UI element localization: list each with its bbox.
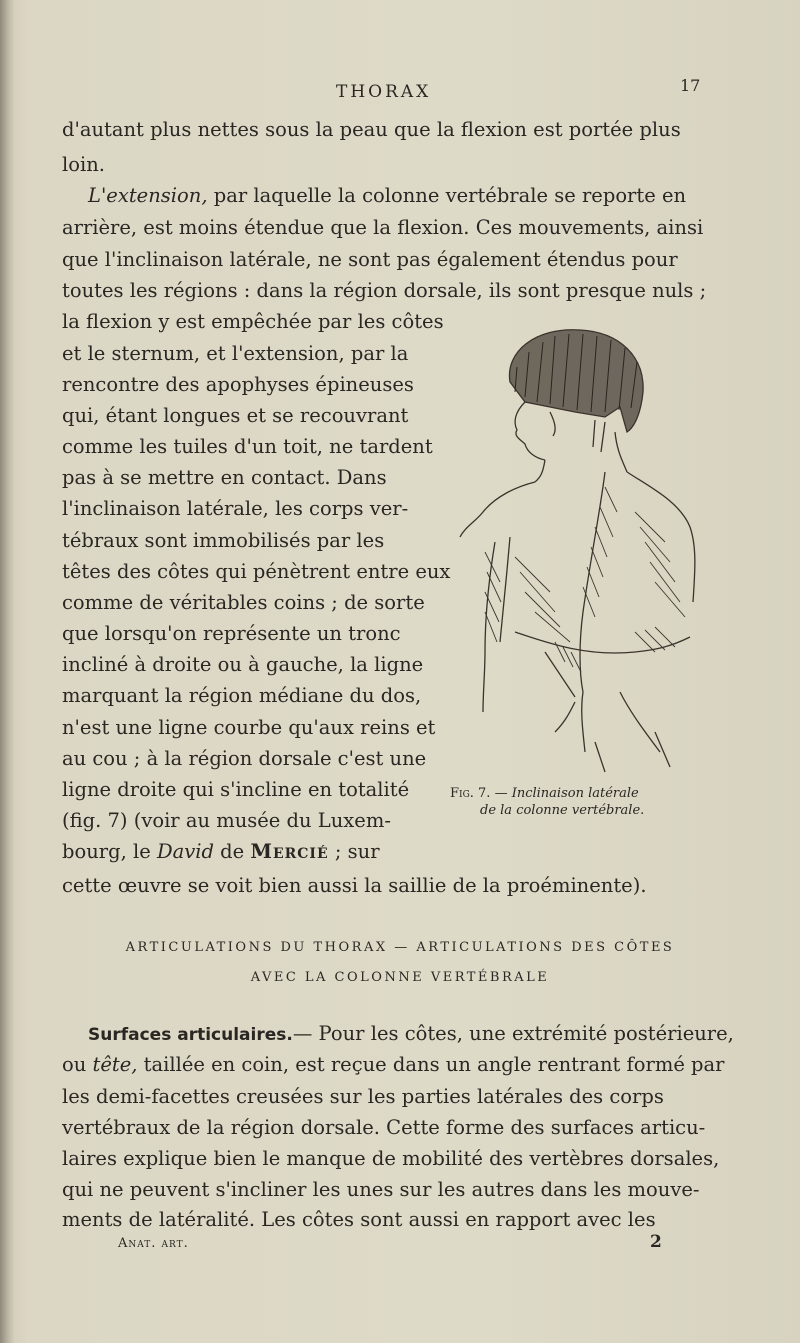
text-line: ou tête, taillée en coin, est reçue dans un angle rentrant formé par xyxy=(62,1053,725,1076)
text-line: les demi-facettes creusées sur les parties latérales des corps xyxy=(62,1085,664,1108)
text-line: rencontre des apophyses épineuses xyxy=(62,373,414,396)
text-line: que l'inclinaison latérale, ne sont pas également étendus pour xyxy=(62,248,678,271)
figure-illustration xyxy=(455,312,705,782)
text-line: ligne droite qui s'incline en totalité xyxy=(62,778,410,801)
running-head xyxy=(0,76,800,106)
signature-number: 2 xyxy=(650,1232,662,1252)
italic-lead: L'extension, xyxy=(88,184,208,207)
text-line: bourg, le David de Mercié ; sur xyxy=(62,840,380,863)
figure-label: Fig. 7. xyxy=(450,786,491,801)
text-line: incliné à droite ou à gauche, la ligne xyxy=(62,653,424,676)
italic-title: David xyxy=(156,840,214,863)
text-line: têtes des côtes qui pénètrent entre eux xyxy=(62,560,451,583)
caption-text: Inclinaison latérale xyxy=(511,786,639,801)
text-line: l'inclinaison latérale, les corps ver- xyxy=(62,497,409,520)
figure-caption: Fig. 7. — Inclinaison latérale de la colonne vertébrale. xyxy=(450,785,730,819)
caption-text-2: de la colonne vertébrale. xyxy=(480,803,645,818)
text-line: d'autant plus nettes sous la peau que la flexion est portée plus xyxy=(62,118,681,141)
section-heading: ARTICULATIONS DU THORAX — ARTICULATIONS DES CÔTES xyxy=(125,940,675,955)
text-line: que lorsqu'on représente un tronc xyxy=(62,622,401,645)
text-line: (fig. 7) (voir au musée du Luxem- xyxy=(62,809,391,832)
text-line: loin. xyxy=(62,153,105,176)
text-line: marquant la région médiane du dos, xyxy=(62,684,422,707)
text-line: tébraux sont immobilisés par les xyxy=(62,529,385,552)
text-line: au cou ; à la région dorsale c'est une xyxy=(62,747,427,770)
text-line: pas à se mettre en contact. Dans xyxy=(62,466,387,489)
signature-mark: Anat. art. xyxy=(118,1236,189,1251)
text-line: et le sternum, et l'extension, par la xyxy=(62,342,409,365)
text-line: comme les tuiles d'un toit, ne tardent xyxy=(62,435,433,458)
section-subheading: AVEC LA COLONNE VERTÉBRALE xyxy=(250,970,550,985)
text-line: cette œuvre se voit bien aussi la saillie de la proéminente). xyxy=(62,874,647,897)
torso-sketch xyxy=(455,312,705,782)
text-line: n'est une ligne courbe qu'aux reins et xyxy=(62,716,436,739)
text-line: qui, étant longues et se recouvrant xyxy=(62,404,409,427)
text-line: Surfaces articulaires.— Pour les côtes, une extrémité postérieure, xyxy=(88,1022,734,1045)
text-line: vertébraux de la région dorsale. Cette forme des surfaces articu- xyxy=(62,1116,706,1139)
sculptor-name: Mercié xyxy=(250,840,329,863)
running-title: THORAX xyxy=(336,82,432,102)
text-line: qui ne peuvent s'incliner les unes sur les autres dans les mouve- xyxy=(62,1178,700,1201)
text-line: arrière, est moins étendue que la flexion. Ces mouvements, ainsi xyxy=(62,216,704,239)
text-line: toutes les régions : dans la région dorsale, ils sont presque nuls ; xyxy=(62,279,707,302)
text-line: comme de véritables coins ; de sorte xyxy=(62,591,425,614)
page-binding-edge xyxy=(0,0,14,1343)
text-line: laires explique bien le manque de mobilité des vertèbres dorsales, xyxy=(62,1147,720,1170)
text-line: L'extension, par laquelle la colonne vertébrale se reporte en xyxy=(88,184,687,207)
text-line: la flexion y est empêchée par les côtes xyxy=(62,310,444,333)
bold-lead: Surfaces articulaires. xyxy=(88,1025,293,1045)
page-number: 17 xyxy=(680,76,701,95)
text-line: ments de latéralité. Les côtes sont aussi en rapport avec les xyxy=(62,1208,656,1231)
